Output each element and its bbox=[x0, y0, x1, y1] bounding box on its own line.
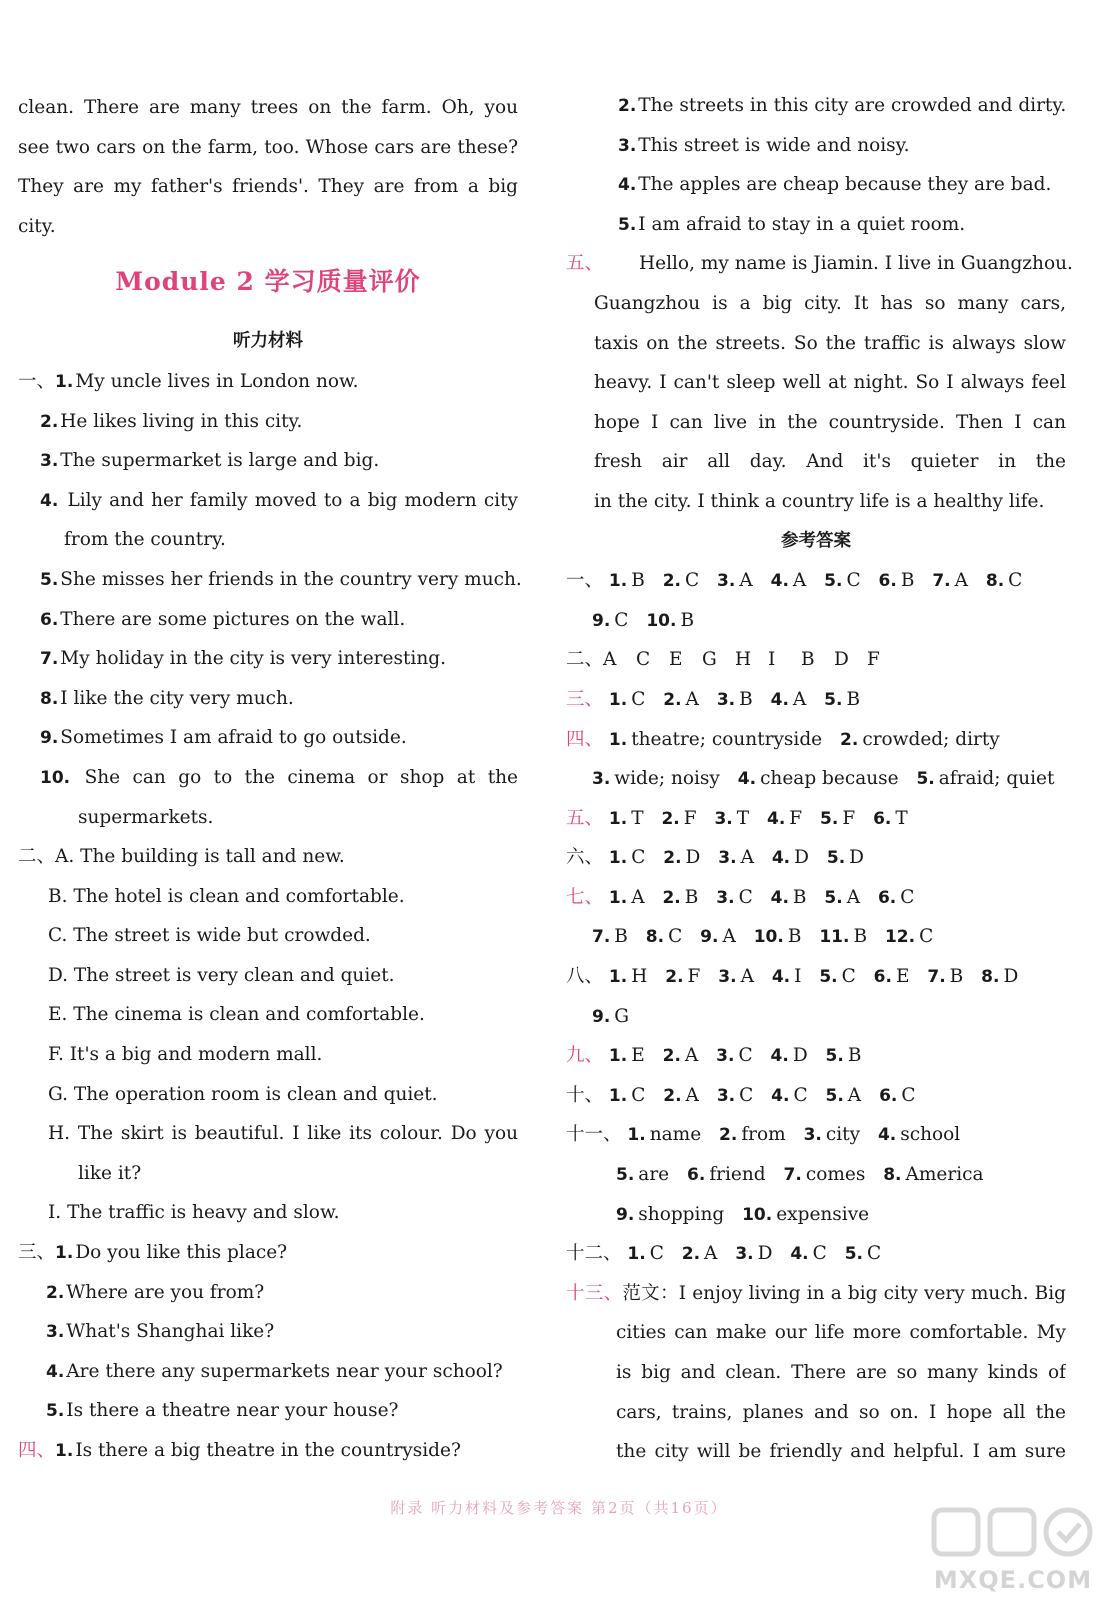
answer-row: 9. C 10. B bbox=[592, 609, 695, 631]
answer-row: 二、A C E G H I B D F bbox=[566, 640, 1066, 680]
passage-line: hope I can live in the countryside. Then I can bbox=[594, 411, 1066, 433]
passage-line: fresh air all day. And it's quieter in the bbox=[594, 451, 1066, 473]
list-item: F. It's a big and modern mall. bbox=[48, 1044, 323, 1066]
answer-row: 9. shopping 10. expensive bbox=[616, 1203, 870, 1225]
passage-line: taxis on the streets. So the traffic is always slow bbox=[594, 332, 1066, 354]
list-item: C. The street is wide but crowded. bbox=[48, 925, 371, 947]
list-item: 8. I like the city very much. bbox=[40, 687, 294, 709]
listening-title: 听力材料 bbox=[233, 331, 303, 352]
watermark-icon bbox=[928, 1502, 1098, 1572]
list-item: 5. Is there a theatre near your house? bbox=[46, 1400, 399, 1422]
list-item: 2. Where are you from? bbox=[46, 1281, 265, 1303]
list-item: 三、1. Do you like this place? bbox=[18, 1242, 288, 1264]
answer-row: 四、 1. theatre; countryside 2. crowded; dirty bbox=[566, 728, 1000, 750]
list-item: 4. Are there any supermarkets near your school? bbox=[46, 1360, 503, 1382]
answer-row: 六、 1. C 2. D 3. A 4. D 5. D bbox=[566, 847, 865, 869]
intro-line: They are my father's friends'. They are from a big bbox=[18, 176, 518, 198]
section-label: 二、 bbox=[18, 846, 56, 868]
section-label: 一、 bbox=[18, 370, 56, 392]
answer-row: 十二、 1. C 2. A 3. D 4. C 5. C bbox=[566, 1243, 882, 1265]
list-item: 一、1. My uncle lives in London now. bbox=[18, 370, 359, 392]
answer-row: 5. are 6. friend 7. comes 8. America bbox=[616, 1164, 984, 1186]
list-item: 2. The streets in this city are crowded and dirty. bbox=[618, 95, 1067, 116]
essay-line: cars, trains, planes and so on. I hope all the bbox=[616, 1401, 1066, 1423]
list-item: from the country. bbox=[64, 529, 226, 551]
answer-row: 九、 1. E 2. A 3. C 4. D 5. B bbox=[566, 1045, 862, 1067]
section-label: 十二、 bbox=[566, 1243, 622, 1265]
answer-row: 7. B 8. C 9. A 10. B 11. B 12. C bbox=[592, 926, 934, 948]
passage-line: heavy. I can't sleep well at night. So I always feel bbox=[594, 372, 1066, 394]
list-item: 3. This street is wide and noisy. bbox=[618, 134, 910, 156]
module-title: Module 2 学习质量评价 bbox=[115, 267, 421, 297]
section-label: 三、 bbox=[566, 688, 604, 710]
right-column bbox=[566, 86, 1073, 1472]
section-label: 五、 bbox=[566, 253, 604, 275]
page-footer: 附录 听力材料及参考答案 第2页（共16页） bbox=[390, 1499, 728, 1517]
intro-line: clean. There are many trees on the farm. Oh, you bbox=[18, 97, 518, 118]
passage-line: 五、 Hello, my name is Jiamin. I live in Guangzhou. bbox=[566, 253, 1073, 275]
list-item: I. The traffic is heavy and slow. bbox=[48, 1202, 340, 1224]
intro-line: city. bbox=[18, 215, 56, 237]
section-label: 五、 bbox=[566, 807, 604, 829]
answer-row: 一、 1. B 2. C 3. A 4. A 5. C 6. B 7. A 8. C bbox=[566, 570, 1023, 592]
list-item: G. The operation room is clean and quiet. bbox=[48, 1083, 438, 1105]
essay-line: 十三、范文：I enjoy living in a big city very much. Big bbox=[566, 1282, 1066, 1304]
watermark-text: MXQE.COM bbox=[933, 1566, 1093, 1594]
list-item: 二、A. The building is tall and new. bbox=[18, 846, 345, 868]
list-item: B. The hotel is clean and comfortable. bbox=[48, 885, 405, 907]
answer-row: 七、 1. A 2. B 3. C 4. B 5. A 6. C bbox=[566, 886, 915, 908]
section-label: 十、 bbox=[566, 1084, 604, 1106]
watermark-logo bbox=[928, 1502, 1098, 1594]
list-item: 四、1. Is there a big theatre in the countryside? bbox=[18, 1440, 461, 1461]
section-label: 四、 bbox=[566, 728, 604, 750]
section-label: 八、 bbox=[566, 966, 604, 988]
list-item: supermarkets. bbox=[78, 806, 214, 828]
list-item: 10. She can go to the cinema or shop at the bbox=[40, 766, 518, 788]
essay-line: the city will be friendly and helpful. I am sure bbox=[616, 1441, 1066, 1463]
section-label: 九、 bbox=[566, 1045, 604, 1067]
answer-row: 3. wide; noisy 4. cheap because 5. afraid; quiet bbox=[592, 768, 1055, 790]
left-column bbox=[18, 88, 522, 1471]
list-item: E. The cinema is clean and comfortable. bbox=[48, 1004, 425, 1026]
section-label: 四、 bbox=[18, 1440, 56, 1461]
section-label: 二、 bbox=[566, 649, 604, 671]
section-label: 一、 bbox=[566, 570, 604, 592]
passage-line: in the city. I think a country life is a healthy life. bbox=[594, 490, 1045, 512]
list-item: 7. My holiday in the city is very interesting. bbox=[40, 648, 446, 670]
list-item: D. The street is very clean and quiet. bbox=[48, 964, 395, 986]
list-item: 2. He likes living in this city. bbox=[40, 410, 303, 432]
answers-title: 参考答案 bbox=[781, 530, 851, 551]
section-label: 十一、 bbox=[566, 1124, 622, 1146]
answer-row: 十一、 1. name 2. from 3. city 4. school bbox=[566, 1124, 961, 1146]
list-item: like it? bbox=[78, 1162, 142, 1184]
section-label: 十三、 bbox=[566, 1282, 623, 1304]
section-label: 三、 bbox=[18, 1242, 56, 1264]
list-item: H. The skirt is beautiful. I like its colour. Do you bbox=[48, 1123, 518, 1145]
answer-row: 五、 1. T 2. F 3. T 4. F 5. F 6. T bbox=[566, 807, 908, 829]
answer-row: 八、 1. H 2. F 3. A 4. I 5. C 6. E 7. B 8. D bbox=[566, 966, 1019, 988]
section-label: 七、 bbox=[566, 886, 604, 908]
list-item: 3. The supermarket is large and big. bbox=[40, 450, 380, 472]
section-label: 六、 bbox=[566, 847, 604, 869]
list-item: 4. Lily and her family moved to a big modern city bbox=[40, 489, 518, 511]
essay-line: is big and clean. There are so many kinds of bbox=[616, 1362, 1066, 1383]
essay-line: cities can make our life more comfortable. My bbox=[616, 1322, 1066, 1344]
answer-row: 9. G bbox=[592, 1005, 630, 1027]
list-item: 9. Sometimes I am afraid to go outside. bbox=[40, 727, 407, 749]
list-item: 5. I am afraid to stay in a quiet room. bbox=[618, 213, 966, 235]
answer-row: 三、 1. C 2. A 3. B 4. A 5. B bbox=[566, 688, 861, 710]
list-item: 3. What's Shanghai like? bbox=[46, 1321, 275, 1343]
list-item: 4. The apples are cheap because they are bad. bbox=[618, 174, 1052, 196]
list-item: 5. She misses her friends in the country very much. bbox=[40, 568, 522, 590]
list-item: 6. There are some pictures on the wall. bbox=[40, 608, 406, 630]
passage-line: Guangzhou is a big city. It has so many cars, bbox=[594, 292, 1066, 314]
answer-row: 十、 1. C 2. A 3. C 4. C 5. A 6. C bbox=[566, 1084, 916, 1106]
intro-line: see two cars on the farm, too. Whose cars are these? bbox=[18, 136, 518, 158]
